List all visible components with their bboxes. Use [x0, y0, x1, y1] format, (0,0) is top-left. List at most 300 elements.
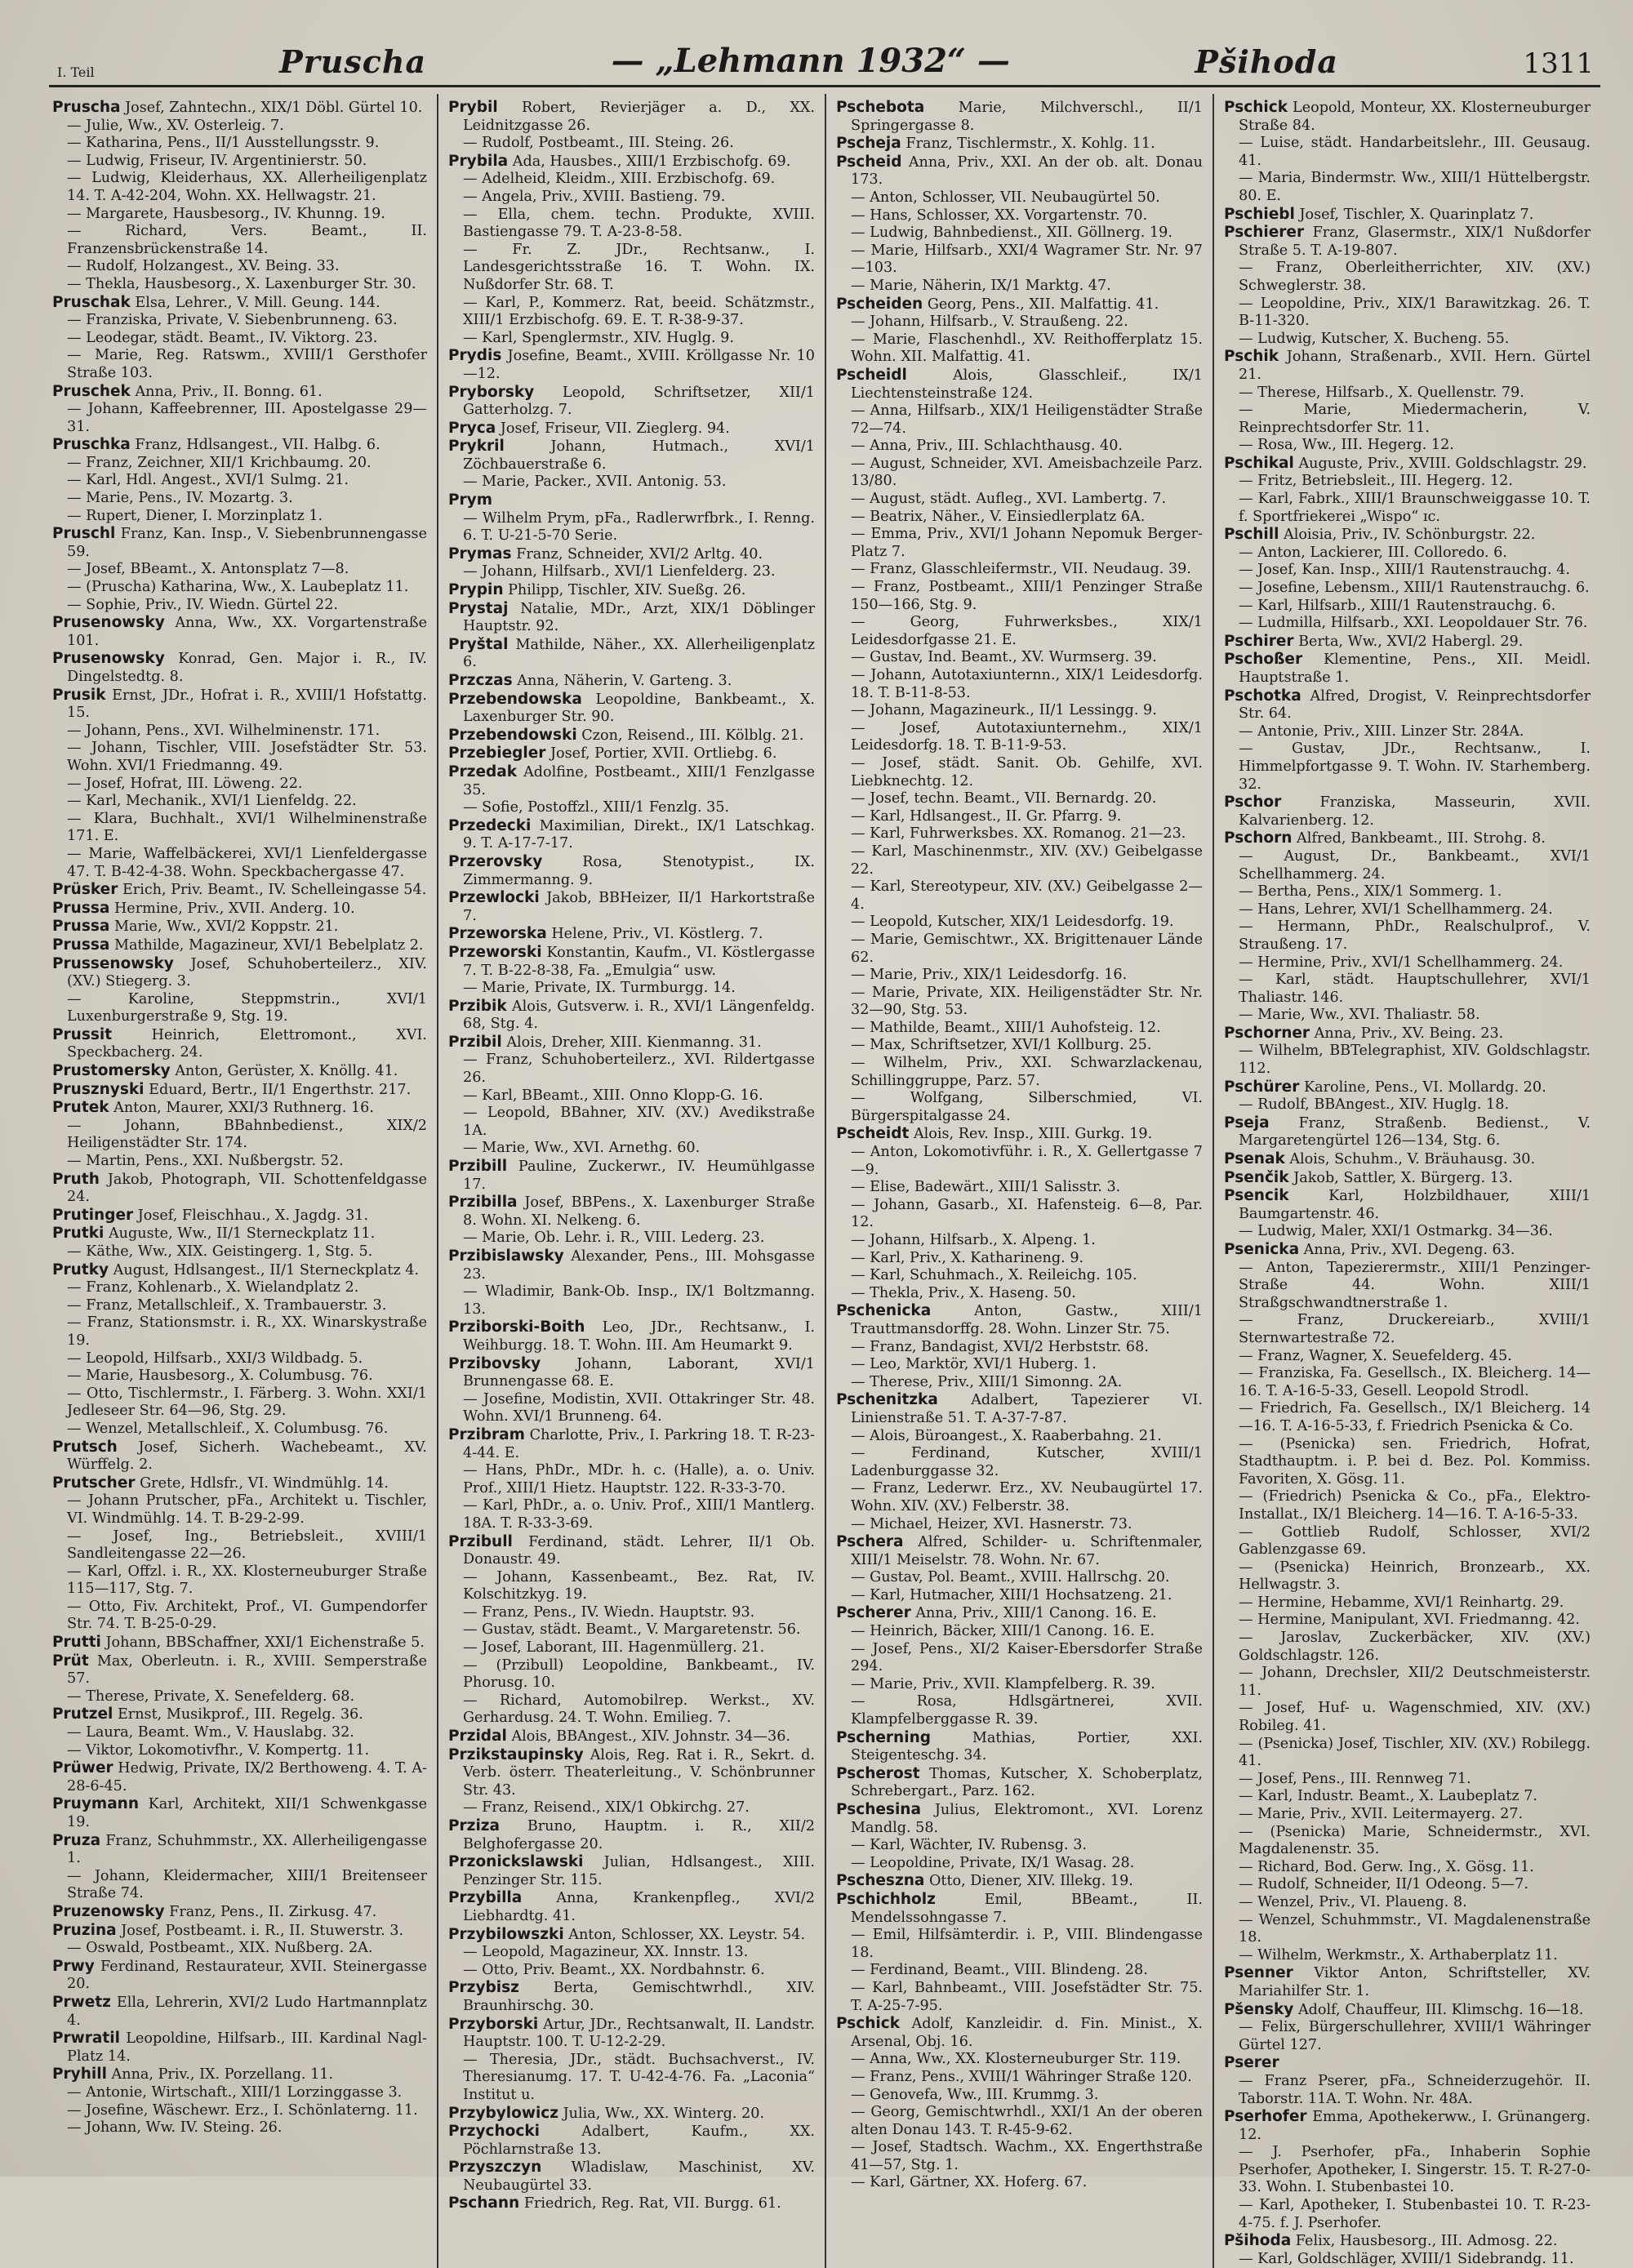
entry-text: Bruno, Hauptm. i. R., XII/2 Belghofergasse 20.: [463, 1818, 816, 1852]
directory-entry: [52, 294, 427, 313]
directory-entry: [836, 402, 1203, 438]
directory-entry: [1224, 1771, 1591, 1789]
directory-entry: [1224, 1114, 1591, 1150]
entry-text: — Rudolf, BBAngest., XIV. Huglg. 18.: [1239, 1096, 1510, 1114]
entry-surname: Przibill: [448, 1158, 508, 1176]
directory-entry: [1224, 455, 1591, 474]
directory-entry: [448, 347, 815, 383]
entry-text: — (Przibull) Leopoldine, Bankbeamt., IV. Phorusg. 10.: [463, 1657, 815, 1692]
entry-surname: Prusik: [52, 686, 106, 704]
entry-surname: Pruschek: [52, 382, 131, 400]
entry-surname: Pschick: [836, 2015, 900, 2033]
directory-entry: [836, 1927, 1203, 1962]
entry-text: Anton, Schlosser, XX. Leystr. 54.: [568, 1926, 806, 1943]
entry-text: — Karl, Hdl. Angest., XVI/1 Sulmg. 21.: [67, 472, 349, 489]
entry-text: — Richard, Bod. Gerw. Ing., X. Gösg. 11.: [1239, 1858, 1534, 1875]
entry-text: Leopold, Monteur, XX. Klosterneuburger Straße 84.: [1239, 100, 1591, 134]
entry-surname: Prussa: [52, 918, 110, 936]
directory-entry: [836, 526, 1203, 561]
entry-surname: Przibovsky: [448, 1354, 541, 1372]
entry-text: — Karl, Priv., X. Katharineng. 9.: [851, 1249, 1084, 1266]
entry-surname: Pschor: [1224, 794, 1282, 812]
directory-entry: [52, 561, 427, 579]
entry-text: — Sophie, Priv., IV. Wiedn. Gürtel 22.: [67, 596, 338, 613]
entry-text: — Karl, Schuhmach., X. Reileichg. 105.: [851, 1267, 1137, 1284]
entry-text: — Luise, städt. Handarbeitslehr., III. Geusaug. 41.: [1239, 135, 1591, 169]
directory-entry: [1224, 1947, 1591, 1965]
directory-entry: [1224, 562, 1591, 580]
entry-text: Anton, Gastw., XIII/1 Trauttmansdorffg. 28. Wohn. Linzer Str. 75.: [851, 1303, 1204, 1337]
entry-text: Anna, Ww., XX. Vorgartenstraße 101.: [67, 615, 428, 649]
directory-entry: [836, 1693, 1203, 1728]
entry-surname: Pscherning: [836, 1728, 931, 1746]
entry-text: Klementine, Pens., XII. Meidl. Hauptstraße 1.: [1239, 651, 1591, 686]
directory-entry: [1224, 918, 1591, 954]
entry-surname: Pšensky: [1224, 2000, 1294, 2018]
entry-text: Anna, Priv., IX. Porzellang. 11.: [111, 2066, 334, 2083]
directory-entry: [52, 1243, 427, 1261]
directory-entry: [1224, 1096, 1591, 1114]
entry-text: — Karl, PhDr., a. o. Univ. Prof., XIII/1 Mantlerg. 18A. T. R-33-3-69.: [463, 1497, 815, 1532]
entry-text: — Jaroslav, Zuckerbäcker, XIV. (XV.) Goldschlagstr. 126.: [1239, 1630, 1591, 1664]
directory-entry: [836, 491, 1203, 509]
directory-entry: [836, 808, 1203, 826]
entry-text: Ada, Hausbes., XIII/1 Erzbischofg. 69.: [512, 153, 791, 170]
directory-entry: [836, 878, 1203, 914]
entry-surname: Prybila: [448, 152, 509, 170]
directory-entry: [448, 817, 815, 853]
entry-text: — Wilhelm, Priv., XXI. Schwarzlackenau, Schillinggruppe, Parz. 57.: [851, 1055, 1203, 1089]
entry-text: — Anna, Priv., III. Schlachthausg. 40.: [851, 438, 1123, 455]
directory-entry: [52, 1261, 427, 1280]
entry-surname: Przybilla: [448, 1889, 523, 1907]
entry-text: — Franz, Bandagist, XVI/2 Herbststr. 68.: [851, 1338, 1149, 1355]
directory-entry: [52, 153, 427, 171]
entry-surname: Pschierer: [1224, 224, 1305, 242]
directory-entry: [448, 2016, 815, 2052]
entry-text: Eduard, Bertr., II/1 Engerthstr. 217.: [149, 1081, 412, 1098]
entry-text: — Franz, Schuhoberteilerz., XVI. Rildertgasse 26.: [463, 1052, 815, 1087]
entry-text: Josefine, Beamt., XVIII. Kröllgasse Nr. 10—12.: [463, 348, 815, 382]
entry-text: — Gustav, städt. Beamt., V. Margaretenstr. 56.: [463, 1621, 801, 1639]
entry-text: Czon, Reisend., III. Kölblg. 21.: [581, 727, 804, 744]
entry-text: — Wolfgang, Silberschmied, VI. Bürgerspitalgasse 24.: [851, 1090, 1203, 1124]
entry-text: Johann, Hutmach., XVI/1 Zöchbauerstraße 6.: [463, 438, 815, 473]
entry-text: Marie, Ww., XVI/2 Koppstr. 21.: [113, 918, 339, 936]
entry-text: — Therese, Priv., XIII/1 Simonng. 2A.: [851, 1373, 1123, 1390]
entry-text: Anna, Priv., II. Bonng. 61.: [135, 383, 323, 400]
directory-entry: [52, 206, 427, 224]
entry-text: Josef, Zahntechn., XIX/1 Döbl. Gürtel 10.: [125, 100, 423, 116]
directory-entry: [52, 936, 427, 955]
entry-text: Julia, Ww., XX. Winterg. 20.: [563, 2105, 765, 2122]
directory-entry: [52, 1062, 427, 1081]
entry-surname: Pseja: [1224, 1114, 1270, 1132]
entry-text: — Heinrich, Bäcker, XIII/1 Canong. 16. E.: [851, 1623, 1155, 1640]
directory-entry: [836, 1533, 1203, 1569]
directory-entry: [836, 1428, 1203, 1446]
directory-entry: [1224, 1348, 1591, 1366]
entry-surname: Pscheidl: [836, 366, 907, 384]
directory-entry: [52, 1634, 427, 1652]
entry-text: — Genovefa, Ww., III. Krummg. 3.: [851, 2086, 1099, 2103]
directory-entry: [1224, 491, 1591, 526]
directory-entry: [836, 456, 1203, 491]
directory-entry: [836, 790, 1203, 808]
entry-text: — Johann, Magazineurk., II/1 Lessingg. 9.: [851, 702, 1157, 719]
entry-text: — Franz, Postbeamt., XIII/1 Penzinger Straße 150—166, Stg. 9.: [851, 579, 1203, 613]
directory-entry: [448, 563, 815, 581]
entry-text: Heinrich, Elettromont., XVI. Speckbacherg. 24.: [67, 1026, 428, 1061]
entry-surname: Prutinger: [52, 1206, 134, 1224]
entry-text: Emil, BBeamt., II. Mendelssohngasse 7.: [851, 1891, 1203, 1926]
entry-surname: Przybisz: [448, 1979, 519, 1997]
directory-entry: [52, 2119, 427, 2137]
entry-surname: Pschorner: [1224, 1024, 1310, 1042]
entry-text: — Adelheid, Kleidm., XIII. Erzbischofg. 69.: [463, 171, 776, 188]
entry-text: — Ella, chem. techn. Produkte, XVIII. Bastiengasse 79. T. A-23-8-58.: [463, 206, 815, 241]
directory-entry: [52, 955, 427, 991]
directory-entry: [1224, 848, 1591, 883]
directory-entry: [52, 1958, 427, 1994]
entry-text: Karl, Holzbildhauer, XIII/1 Baumgartenstr. 46.: [1239, 1188, 1591, 1222]
entry-text: — Mathilde, Beamt., XIII/1 Auhofsteig. 12.: [851, 1019, 1161, 1036]
entry-text: — Anna, Ww., XX. Klosterneuburger Str. 119.: [851, 2051, 1181, 2068]
directory-entry: [836, 1445, 1203, 1480]
entry-text: Franziska, Masseurin, XVII. Kalvarienberg. 12.: [1239, 794, 1591, 829]
directory-entry: [1224, 829, 1591, 848]
directory-entry: [836, 1232, 1203, 1250]
entry-text: Franz, Schuhmmstr., XX. Allerheiligengasse 1.: [67, 1832, 427, 1867]
directory-entry: [448, 1692, 815, 1728]
entry-text: — Josef, BBeamt., X. Antonsplatz 7—8.: [67, 561, 349, 578]
directory-entry: [52, 1367, 427, 1385]
directory-entry: [836, 1962, 1203, 1980]
entry-text: — Johann, Drechsler, XII/2 Deutschmeisterstr. 11.: [1239, 1665, 1591, 1699]
directory-entry: [1224, 687, 1591, 723]
directory-entry: [836, 2087, 1203, 2105]
directory-entry: [52, 1171, 427, 1207]
directory-entry: [52, 223, 427, 258]
entry-surname: Prutzel: [52, 1705, 113, 1723]
entry-text: — Johann, Kassenbeamt., Bez. Rat, IV. Kolschitzkyg. 19.: [463, 1568, 815, 1603]
entry-text: — Georg, Fuhrwerksbes., XIX/1 Leidesdorfgasse 21. E.: [851, 614, 1203, 648]
entry-text: Mathilde, Näher., XX. Allerheiligenplatz 6.: [463, 636, 816, 671]
directory-entry: [448, 600, 815, 636]
entry-text: Alois, Rev. Insp., XIII. Gurkg. 19.: [913, 1126, 1153, 1143]
entry-text: — Martin, Pens., XXI. Nußbergstr. 52.: [67, 1153, 344, 1170]
directory-entry: [1224, 2251, 1591, 2268]
entry-surname: Pscheidt: [836, 1125, 910, 1143]
entry-text: — Marie, Packer., XVII. Antonig. 53.: [463, 474, 727, 491]
directory-entry: [448, 727, 815, 745]
directory-entry: [448, 1799, 815, 1817]
directory-entry: [52, 1724, 427, 1742]
entry-text: — Ludmilla, Hilfsarb., XXI. Leopoldauer Str. 76.: [1239, 615, 1588, 632]
entry-text: — Angela, Priv., XVIII. Bastieng. 79.: [463, 188, 726, 205]
entry-text: — Marie, Private, XIX. Heiligenstädter Str. Nr. 32—90, Stg. 53.: [851, 984, 1203, 1019]
entry-surname: Prymas: [448, 545, 512, 563]
directory-entry: [52, 258, 427, 276]
directory-entry: [448, 1926, 815, 1945]
entry-text: — Anna, Hilfsarb., XIX/1 Heiligenstädter Straße 72—74.: [851, 402, 1203, 437]
entry-text: — Rosa, Ww., III. Hegerg. 12.: [1239, 437, 1454, 454]
entry-surname: Pschill: [1224, 526, 1279, 544]
entry-surname: Przyborski: [448, 2015, 539, 2033]
entry-text: — Marie, Ww., XVI. Arnethg. 60.: [463, 1140, 701, 1157]
entry-text: — Johann, Pens., XVI. Wilhelminenstr. 171.: [67, 722, 380, 739]
entry-surname: Przikstaupinsky: [448, 1745, 584, 1763]
entry-surname: Przibil: [448, 1033, 502, 1051]
entry-surname: Pruschka: [52, 436, 131, 454]
entry-surname: Prutscher: [52, 1474, 136, 1492]
directory-entry: [836, 207, 1203, 225]
directory-entry: [836, 720, 1203, 755]
directory-entry: [52, 1439, 427, 1474]
entry-text: — Sofie, Postoffzl., XIII/1 Fenzlg. 35.: [463, 799, 730, 816]
directory-entry: [448, 1426, 815, 1462]
column-3: [825, 94, 1213, 2268]
directory-entry: [836, 1569, 1203, 1587]
entry-text: — Josef, Kan. Insp., XIII/1 Rautenstrauchg. 4.: [1239, 562, 1570, 579]
entry-text: — Karl, Hdlsangest., II. Gr. Pfarrg. 9.: [851, 807, 1122, 825]
entry-text: Anna, Krankenpfleg., XVI/2 Liebhardtg. 41.: [463, 1890, 816, 1924]
entry-text: — Karl, Spenglermstr., XIV. Huglg. 9.: [463, 329, 734, 346]
entry-text: — Marie, Reg. Ratswm., XVIII/1 Gersthofer Straße 103.: [67, 347, 427, 381]
entry-surname: Pschick: [1224, 99, 1288, 116]
directory-entry: [448, 1639, 815, 1657]
entry-text: — Johann, Autotaxiunternn., XIX/1 Leidesdorfg. 18. T. B-11-8-53.: [851, 667, 1203, 701]
directory-entry: [52, 650, 427, 686]
column-1: [49, 94, 437, 2268]
entry-text: — Julie, Ww., XV. Osterleig. 7.: [67, 117, 284, 134]
directory-entry: [836, 1197, 1203, 1232]
directory-entry: [52, 383, 427, 402]
entry-text: — Franz, Stationsmstr. i. R., XX. Winarskystraße 19.: [67, 1314, 427, 1349]
entry-text: Leopold, Schriftsetzer, XII/1 Gatterholzg. 7.: [463, 384, 815, 419]
entry-text: — Emil, Hilfsämterdir. i. P., VIII. Blindengasse 18.: [851, 1927, 1203, 1961]
entry-text: — Karl, Gärtner, XX. Hoferg. 67.: [851, 2174, 1088, 2191]
entry-text: Aloisia, Priv., IV. Schönburgstr. 22.: [1284, 527, 1536, 544]
directory-entry: [52, 347, 427, 382]
directory-entry: [448, 1853, 815, 1889]
directory-entry: [52, 276, 427, 294]
directory-entry: [448, 510, 815, 545]
directory-entry: [448, 1034, 815, 1052]
directory-entry: [52, 455, 427, 473]
directory-entry: [52, 1652, 427, 1688]
entry-text: Friedrich, Reg. Rat, VII. Burgg. 61.: [523, 2195, 781, 2212]
entry-text: — Marie, Private, IX. Turmburgg. 14.: [463, 980, 736, 997]
directory-entry: [52, 2066, 427, 2084]
directory-entry: [52, 1474, 427, 1493]
entry-text: — Antonie, Priv., XIII. Linzer Str. 284A.: [1239, 723, 1524, 740]
entry-text: Johann, Laborant, XVI/1 Brunnengasse 68. E.: [463, 1355, 815, 1390]
entry-text: Anton, Gerüster, X. Knöllg. 41.: [175, 1063, 398, 1080]
entry-columns: [49, 94, 1600, 2267]
entry-text: Adalbert, Tapezierer VI. Linienstraße 51. T. A-37-7-87.: [851, 1392, 1204, 1426]
entry-text: — Klara, Buchhalt., XVI/1 Wilhelminenstraße 171. E.: [67, 810, 427, 845]
directory-entry: [836, 1837, 1203, 1855]
directory-entry: [1224, 883, 1591, 901]
entry-text: Josef, BBPens., X. Laxenburger Straße 8. Wohn. XI. Nelkeng. 6.: [463, 1194, 816, 1229]
entry-surname: Prustomersky: [52, 1062, 171, 1080]
entry-text: — Fr. Z. JDr., Rechtsanw., I. Landesgerichtsstraße 16. T. Wohn. IX. Nußdorfer Str. 68. T.: [463, 241, 815, 293]
entry-text: — Gustav, Ind. Beamt., XV. Wurmserg. 39.: [851, 649, 1157, 666]
directory-entry: [836, 2051, 1203, 2069]
directory-entry: [52, 1385, 427, 1421]
entry-text: — Franz, Zeichner, XII/1 Krichbaumg. 20.: [67, 454, 372, 471]
directory-entry: [52, 330, 427, 348]
entry-surname: Prusenowsky: [52, 614, 165, 632]
entry-text: — Leopold, Hilfsarb., XXI/3 Wildbadg. 5.: [67, 1350, 363, 1367]
entry-text: Auguste, Ww., II/1 Sterneckplatz 11.: [108, 1225, 376, 1243]
directory-entry: [448, 438, 815, 474]
entry-text: — Josef, Pens., XI/2 Kaiser-Ebersdorfer Straße 294.: [851, 1640, 1203, 1675]
entry-text: Max, Oberleutn. i. R., XVIII. Semperstraße 57.: [67, 1652, 428, 1688]
entry-text: Maximilian, Direkt., IX/1 Latschkag. 9. T. A-17-7-17.: [463, 817, 816, 852]
directory-entry: [836, 331, 1203, 367]
directory-entry: [1224, 437, 1591, 455]
directory-entry: [836, 225, 1203, 242]
directory-entry: [836, 1250, 1203, 1268]
directory-entry: [448, 1962, 815, 1980]
directory-entry: [836, 1855, 1203, 1873]
entry-text: Erich, Priv. Beamt., IV. Schelleingasse 54.: [122, 882, 427, 899]
directory-entry: [836, 667, 1203, 702]
entry-text: Konrad, Gen. Major i. R., IV. Dingelstedtg. 8.: [67, 651, 427, 685]
entry-text: — (Psenicka) Marie, Schneidermstr., XVI. Magdalenenstr. 35.: [1239, 1823, 1591, 1858]
entry-text: — Marie, Waffelbäckerei, XVI/1 Lienfeldergasse 47. T. B-42-4-38. Wohn. Speckbachergasse 47.: [67, 845, 427, 880]
entry-text: — Josefine, Wäschewr. Erz., I. Schönlaterng. 11.: [67, 2101, 418, 2119]
directory-entry: [1224, 1025, 1591, 1043]
entry-text: Franz, Tischlermstr., X. Kohlg. 11.: [905, 136, 1155, 153]
directory-entry: [448, 691, 815, 727]
entry-text: Josef, Portier, XVII. Ortliebg. 6.: [550, 745, 777, 763]
directory-entry: [836, 1179, 1203, 1197]
entry-text: Franz, Schneider, XVI/2 Arltg. 40.: [516, 545, 763, 563]
entry-surname: Pryštal: [448, 635, 509, 653]
entry-text: Josef, Schuhoberteilerz., XIV. (XV.) Stiegerg. 3.: [67, 955, 427, 990]
directory-entry: [1224, 1788, 1591, 1806]
directory-entry: [836, 1055, 1203, 1090]
entry-surname: Prypin: [448, 581, 504, 599]
directory-entry: [52, 1994, 427, 2030]
section-label: I. Teil: [57, 64, 95, 80]
directory-entry: [836, 296, 1203, 314]
directory-entry: [1224, 1150, 1591, 1169]
entry-surname: Przibilla: [448, 1194, 518, 1212]
directory-entry: [448, 1194, 815, 1230]
entry-surname: Pscheiden: [836, 295, 923, 313]
directory-entry: [836, 2069, 1203, 2087]
entry-text: — Karl, BBeamt., XIII. Onno Klopp-G. 16.: [463, 1087, 763, 1104]
directory-entry: [1224, 2019, 1591, 2054]
entry-text: — Karl, Maschinenmstr., XIV. (XV.) Geibelgasse 22.: [851, 843, 1203, 878]
entry-text: — Karoline, Steppmstrin., XVI/1 Luxenburgerstraße 9, Stg. 19.: [67, 990, 427, 1025]
entry-text: — Bertha, Pens., XIX/1 Sommerg. 1.: [1239, 883, 1502, 901]
directory-entry: [1224, 331, 1591, 349]
entry-surname: Pserhofer: [1224, 2108, 1307, 2126]
directory-entry: [836, 1801, 1203, 1837]
entry-surname: Przidal: [448, 1728, 507, 1745]
directory-entry: [1224, 1824, 1591, 1859]
entry-surname: Przerovsky: [448, 852, 543, 870]
directory-entry: [52, 1081, 427, 1100]
entry-surname: Prydis: [448, 347, 502, 365]
entry-text: — Johann, Kaffeebrenner, III. Apostelgasse 29—31.: [67, 401, 427, 435]
entry-text: — Marie, Priv., XVII. Klampfelberg. R. 39.: [851, 1675, 1155, 1692]
directory-entry: [836, 153, 1203, 189]
entry-text: Ella, Lehrerin, XVI/2 Ludo Hartmannplatz 4.: [67, 1994, 428, 2029]
entry-text: Anton, Maurer, XXI/3 Ruthnerg. 16.: [113, 1100, 374, 1117]
directory-entry: [52, 1795, 427, 1831]
entry-text: Ernst, JDr., Hofrat i. R., XVIII/1 Hofstattg. 15.: [67, 687, 428, 722]
entry-surname: Prwratil: [52, 2030, 120, 2048]
directory-entry: [1224, 1912, 1591, 1947]
directory-entry: [1224, 1400, 1591, 1435]
entry-text: — Franziska, Fa. Gesellsch., IX. Bleicherg. 14—16. T. A-16-5-33, Gesell. Leopold Strodl.: [1239, 1365, 1591, 1399]
directory-entry: [448, 2195, 815, 2213]
entry-text: Anna, Priv., XVI. Degeng. 63.: [1303, 1242, 1515, 1258]
directory-entry: [836, 2139, 1203, 2174]
page-number: 1311: [1523, 47, 1594, 80]
entry-text: — Wilhelm Prym, pFa., Radlerwrfbrk., I. Renng. 6. T. U-21-5-70 Serie.: [463, 509, 815, 545]
directory-entry: [448, 207, 815, 242]
entry-surname: Prybil: [448, 99, 498, 116]
directory-entry: [1224, 135, 1591, 170]
entry-surname: Prystaj: [448, 599, 509, 617]
entry-surname: Pschorn: [1224, 829, 1293, 847]
entry-text: Ernst, Musikprof., III. Regelg. 36.: [117, 1706, 363, 1723]
directory-entry: [52, 579, 427, 597]
directory-entry: [448, 384, 815, 420]
directory-entry: [1224, 1007, 1591, 1025]
directory-entry: [1224, 1665, 1591, 1700]
entry-text: Karoline, Pens., VI. Mollardg. 20.: [1303, 1078, 1546, 1096]
entry-text: Alois, BBAngest., XIV. Johnstr. 34—36.: [511, 1728, 790, 1745]
directory-entry: [52, 1528, 427, 1563]
directory-entry: [1224, 651, 1591, 687]
directory-entry: [836, 579, 1203, 614]
entry-text: — Franz, Glasschleifermstr., VII. Neudaug. 39.: [851, 561, 1191, 578]
entry-surname: Pruymann: [52, 1795, 140, 1813]
directory-entry: [836, 1356, 1203, 1374]
directory-entry: [836, 1480, 1203, 1515]
directory-entry: [52, 1742, 427, 1760]
directory-entry: [448, 853, 815, 889]
entry-text: Helene, Priv., VI. Köstlerg. 7.: [551, 926, 763, 943]
directory-entry: [836, 702, 1203, 720]
entry-text: — Therese, Hilfsarb., X. Quellenstr. 79.: [1239, 384, 1524, 401]
entry-text: — Leodegar, städt. Beamt., IV. Viktorg. 23.: [67, 329, 378, 346]
directory-entry: [448, 189, 815, 207]
entry-text: — Maria, Bindermstr. Ww., XIII/1 Hüttelbergstr. 80. E.: [1239, 170, 1591, 204]
entry-text: — Franz, Oberleitherrichter, XIV. (XV.) Schweglerstr. 38.: [1239, 260, 1591, 294]
directory-entry: [448, 1728, 815, 1746]
entry-text: Alois, Gutsverw. i. R., XVI/1 Längenfeldg. 68, Stg. 4.: [463, 998, 816, 1033]
entry-text: — Anton, Lokomotivführ. i. R., X. Gellertgasse 7—9.: [851, 1144, 1203, 1178]
entry-text: — Wilhelm, BBTelegraphist, XIV. Goldschlagstr. 112.: [1239, 1043, 1591, 1078]
entry-surname: Pscheid: [836, 153, 902, 171]
entry-text: — Rudolf, Schneider, II/1 Odeong. 5—7.: [1239, 1876, 1528, 1893]
entry-text: — Ferdinand, Beamt., VIII. Blindeng. 28.: [851, 1962, 1148, 1979]
directory-entry: [1224, 2001, 1591, 2020]
directory-entry: [1224, 2073, 1591, 2108]
entry-text: — Max, Schriftsetzer, XVI/1 Kollburg. 25.: [851, 1037, 1152, 1054]
directory-entry: [1224, 1312, 1591, 1347]
directory-entry: [52, 1868, 427, 1903]
